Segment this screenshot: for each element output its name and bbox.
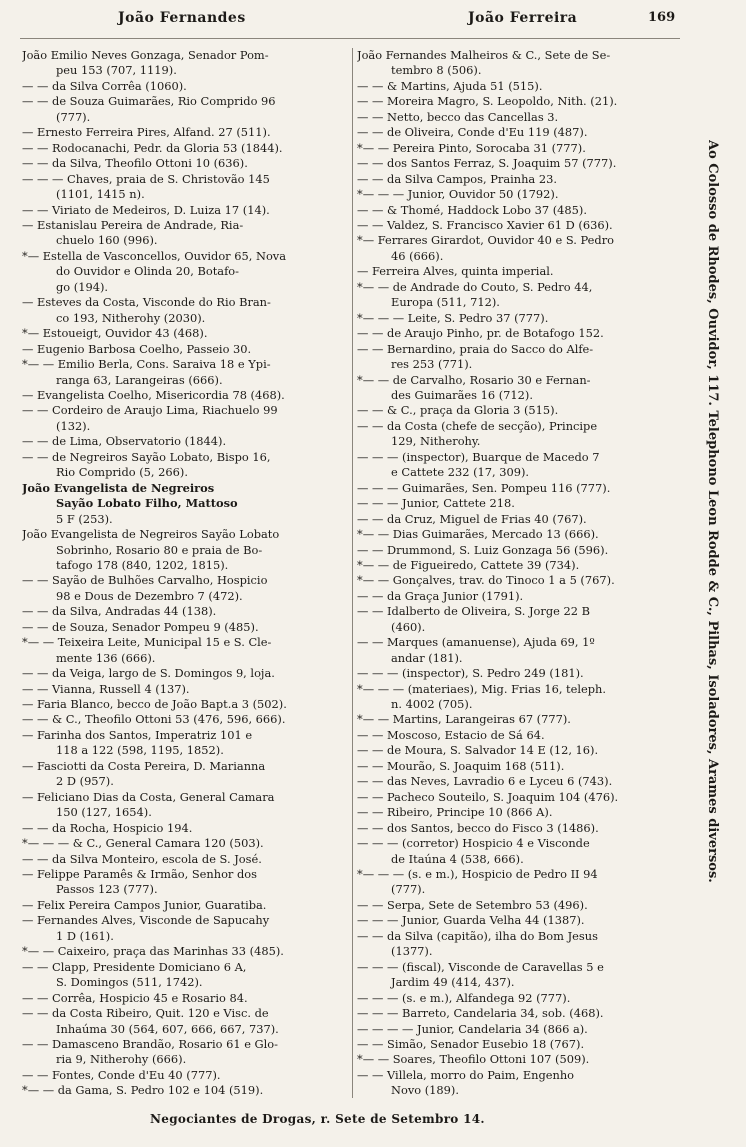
header-right-title: João Ferreira: [468, 10, 578, 26]
directory-entry: João Emilio Neves Gonzaga, Senador Pom-: [22, 48, 269, 62]
directory-entry: — — Idalberto de Oliveira, S. Jorge 22 B: [357, 604, 591, 619]
directory-entry: 150 (127, 1654).: [56, 805, 152, 820]
directory-entry: e Cattete 232 (17, 309).: [391, 465, 530, 480]
directory-entry: ria 9, Nitherohy (666).: [56, 1052, 187, 1067]
directory-entry: — — Netto, becco das Cancellas 3.: [357, 109, 559, 124]
directory-entry: — Ernesto Ferreira Pires, Alfand. 27 (511).: [22, 125, 271, 140]
directory-entry: — — da Costa Ribeiro, Quit. 120 e Visc. de: [22, 1006, 269, 1021]
directory-entry: — — & C., praça da Gloria 3 (515).: [357, 403, 559, 418]
directory-entry: — Feliciano Dias da Costa, General Camara: [22, 789, 275, 804]
directory-entry: — Felippe Paramês & Irmão, Senhor dos: [22, 867, 257, 882]
header-rule: [20, 38, 680, 39]
directory-entry: — — Sayão de Bulhões Carvalho, Hospicio: [22, 573, 268, 588]
directory-entry: — — Rodocanachi, Pedr. da Gloria 53 (1844).: [22, 140, 283, 155]
directory-entry: *— — Gonçalves, trav. do Tinoco 1 a 5 (767).: [357, 573, 615, 588]
directory-entry: — Felix Pereira Campos Junior, Guaratiba.: [22, 897, 267, 912]
directory-entry: de Itaúna 4 (538, 666).: [391, 851, 524, 866]
directory-entry: — — de Oliveira, Conde d'Eu 119 (487).: [357, 125, 588, 140]
right-column: [357, 48, 675, 1099]
directory-entry: *— — Emilio Berla, Cons. Saraiva 18 e Ypi-: [22, 357, 271, 372]
directory-entry: — — — Barreto, Candelaria 34, sob. (468).: [357, 1006, 604, 1021]
directory-entry: — — da Silva Campos, Prainha 23.: [357, 171, 557, 186]
directory-entry: *— — de Andrade do Couto, S. Pedro 44,: [357, 279, 593, 294]
directory-entry: — Esteves da Costa, Visconde do Rio Bran-: [22, 295, 271, 310]
directory-entry: — Estanislau Pereira de Andrade, Ria-: [22, 217, 244, 232]
directory-entry: — — de Moura, S. Salvador 14 E (12, 16).: [357, 743, 599, 758]
directory-entry: Sobrinho, Rosario 80 e praia de Bo-: [56, 542, 263, 557]
directory-entry: — — Viriato de Medeiros, D. Luiza 17 (14).: [22, 202, 270, 217]
directory-entry: — — dos Santos, becco do Fisco 3 (1486).: [357, 820, 599, 835]
directory-entry: — — da Rocha, Hospicio 194.: [22, 820, 193, 835]
directory-entry: — — — (s. e m.), Alfandega 92 (777).: [357, 990, 571, 1005]
directory-entry: — — Marques (amanuense), Ajuda 69, 1º: [357, 635, 595, 650]
directory-entry: 2 D (957).: [56, 774, 114, 789]
directory-entry: — — Fontes, Conde d'Eu 40 (777).: [22, 1067, 221, 1082]
directory-entry: — — Villela, morro do Paim, Engenho: [357, 1067, 575, 1082]
directory-entry: — — & Thomé, Haddock Lobo 37 (485).: [357, 202, 587, 217]
directory-entry: *— — — & C., General Camara 120 (503).: [22, 836, 264, 851]
directory-entry: João Fernandes Malheiros & C., Sete de Se-: [357, 48, 611, 62]
header-left-title: João Fernandes: [118, 10, 246, 26]
directory-entry: — — — Chaves, praia de S. Christovão 145: [22, 171, 270, 186]
directory-entry: — Ferreira Alves, quinta imperial.: [357, 264, 554, 279]
directory-entry: — — — (inspector), S. Pedro 249 (181).: [357, 666, 584, 681]
left-column: [22, 48, 354, 1099]
directory-entry: 98 e Dous de Dezembro 7 (472).: [56, 588, 243, 603]
directory-entry: — — — (corretor) Hospicio 4 e Visconde: [357, 836, 590, 851]
directory-entry: João Evangelista de Negreiros: [22, 480, 215, 495]
directory-entry: (1377).: [391, 944, 433, 959]
directory-entry: (460).: [391, 619, 426, 634]
directory-entry: — — Moscoso, Estacio de Sá 64.: [357, 727, 545, 742]
directory-entry: — — dos Santos Ferraz, S. Joaquim 57 (777).: [357, 156, 617, 171]
directory-entry: — — das Neves, Lavradio 6 e Lyceu 6 (743).: [357, 774, 613, 789]
directory-entry: Sayão Lobato Filho, Mattoso: [56, 496, 238, 511]
directory-entry: — — Pacheco Souteilo, S. Joaquim 104 (476).: [357, 789, 619, 804]
column-divider: [352, 48, 353, 1098]
directory-entry: *— — — (materiaes), Mig. Frias 16, teleph.: [357, 681, 607, 696]
directory-entry: — Farinha dos Santos, Imperatriz 101 e: [22, 727, 253, 742]
directory-entry: — — Valdez, S. Francisco Xavier 61 D (636).: [357, 217, 613, 232]
directory-entry: Novo (189).: [391, 1083, 459, 1098]
directory-entry: — Eugenio Barbosa Coelho, Passeio 30.: [22, 341, 252, 356]
directory-entry: Passos 123 (777).: [56, 882, 158, 897]
directory-entry: Europa (511, 712).: [391, 295, 500, 310]
directory-entry: — Fasciotti da Costa Pereira, D. Marianna: [22, 758, 266, 773]
directory-entry: — — da Graça Junior (1791).: [357, 588, 524, 603]
directory-entry: *— — Teixeira Leite, Municipal 15 e S. Cle-: [22, 635, 272, 650]
directory-entry: *— — Martins, Larangeiras 67 (777).: [357, 712, 571, 727]
footer-line: Negociantes de Drogas, r. Sete de Setembro 14.: [150, 1112, 485, 1126]
directory-entry: Jardim 49 (414, 437).: [391, 975, 515, 990]
directory-entry: *— Ferrares Girardot, Ouvidor 40 e S. Pedro: [357, 233, 615, 248]
directory-entry: mente 136 (666).: [56, 650, 156, 665]
directory-entry: — — da Silva, Andradas 44 (138).: [22, 604, 217, 619]
directory-entry: 1 D (161).: [56, 928, 114, 943]
directory-entry: — — Ribeiro, Principe 10 (866 A).: [357, 805, 553, 820]
directory-entry: — — Serpa, Sete de Setembro 53 (496).: [357, 897, 588, 912]
directory-entry: *— — da Gama, S. Pedro 102 e 104 (519).: [22, 1083, 264, 1098]
directory-entry: 5 F (253).: [56, 511, 113, 526]
side-advertisement: Ao Colosso de Rhodes, Ouvidor, 117. Telephono Leon Rodde & C., Pilhas, Isoladores, Arames diversos.: [705, 140, 720, 883]
directory-entry: *— — Soares, Theofilo Ottoni 107 (509).: [357, 1052, 590, 1067]
directory-entry: — — de Negreiros Sayão Lobato, Bispo 16,: [22, 449, 271, 464]
directory-entry: — — de Souza, Senador Pompeu 9 (485).: [22, 619, 259, 634]
directory-entry: *— — — Junior, Ouvidor 50 (1792).: [357, 187, 559, 202]
directory-entry: — — Damasceno Brandão, Rosario 61 e Glo-: [22, 1037, 279, 1051]
directory-entry: peu 153 (707, 1119).: [56, 63, 177, 78]
directory-entry: ranga 63, Larangeiras (666).: [56, 372, 223, 387]
directory-entry: — — de Souza Guimarães, Rio Comprido 96: [22, 94, 276, 109]
directory-entry: *— — de Carvalho, Rosario 30 e Fernan-: [357, 372, 591, 387]
directory-entry: do Ouvidor e Olinda 20, Botafo-: [56, 264, 240, 279]
directory-entry: tafogo 178 (840, 1202, 1815).: [56, 557, 229, 572]
directory-entry: *— Estella de Vasconcellos, Ouvidor 65, Nova: [22, 248, 287, 263]
directory-entry: — — de Lima, Observatorio (1844).: [22, 434, 227, 449]
directory-entry: Inhaúma 30 (564, 607, 666, 667, 737).: [56, 1021, 279, 1036]
directory-entry: 46 (666).: [391, 248, 444, 263]
directory-entry: — — Clapp, Presidente Domiciano 6 A,: [22, 959, 247, 974]
directory-entry: — — Simão, Senador Eusebio 18 (767).: [357, 1037, 585, 1051]
directory-entry: S. Domingos (511, 1742).: [56, 975, 203, 990]
directory-entry: *— Estoueigt, Ouvidor 43 (468).: [22, 326, 208, 341]
directory-entry: — — de Araujo Pinho, pr. de Botafogo 152.: [357, 326, 604, 341]
directory-entry: — Fernandes Alves, Visconde de Sapucahy: [22, 913, 270, 928]
directory-entry: — Faria Blanco, becco de João Bapt.a 3 (502).: [22, 697, 287, 712]
directory-entry: — — — (fiscal), Visconde de Caravellas 5 e: [357, 959, 604, 974]
directory-entry: — — da Silva Corrêa (1060).: [22, 78, 187, 93]
directory-entry: *— — Dias Guimarães, Mercado 13 (666).: [357, 527, 599, 542]
directory-entry: 129, Nitherohy.: [391, 434, 481, 449]
directory-entry: — — Drummond, S. Luiz Gonzaga 56 (596).: [357, 542, 609, 557]
directory-entry: Rio Comprido (5, 266).: [56, 465, 188, 480]
directory-entry: res 253 (771).: [391, 357, 473, 372]
directory-entry: — — — Guimarães, Sen. Pompeu 116 (777).: [357, 480, 611, 495]
directory-entry: (132).: [56, 418, 91, 433]
directory-entry: — — Corrêa, Hospicio 45 e Rosario 84.: [22, 990, 248, 1005]
directory-entry: — — — — Junior, Candelaria 34 (866 a).: [357, 1021, 588, 1036]
directory-entry: *— — — (s. e m.), Hospicio de Pedro II 94: [357, 867, 598, 882]
directory-entry: — — Bernardino, praia do Sacco do Alfe-: [357, 341, 594, 356]
directory-entry: — — & Martins, Ajuda 51 (515).: [357, 78, 543, 93]
directory-entry: — — Cordeiro de Araujo Lima, Riachuelo 99: [22, 403, 278, 418]
directory-entry: — — da Veiga, largo de S. Domingos 9, loja.: [22, 666, 275, 681]
directory-entry: — — da Silva, Theofilo Ottoni 10 (636).: [22, 156, 248, 171]
directory-entry: — — & C., Theofilo Ottoni 53 (476, 596, 666).: [22, 712, 286, 727]
directory-entry: — — — Junior, Cattete 218.: [357, 496, 515, 511]
directory-entry: — — — Junior, Guarda Velha 44 (1387).: [357, 913, 585, 928]
directory-entry: *— — de Figueiredo, Cattete 39 (734).: [357, 557, 580, 572]
directory-entry: — — da Cruz, Miguel de Frias 40 (767).: [357, 511, 587, 526]
directory-entry: go (194).: [56, 279, 109, 294]
directory-entry: — — Moreira Magro, S. Leopoldo, Nith. (21).: [357, 94, 618, 109]
directory-entry: — — Mourão, S. Joaquim 168 (511).: [357, 758, 565, 773]
directory-entry: co 193, Nitherohy (2030).: [56, 310, 206, 325]
directory-entry: — — — (inspector), Buarque de Macedo 7: [357, 449, 600, 464]
directory-entry: (1101, 1415 n).: [56, 187, 145, 202]
directory-entry: *— — Caixeiro, praça das Marinhas 33 (485).: [22, 944, 284, 959]
directory-entry: *— — — Leite, S. Pedro 37 (777).: [357, 310, 549, 325]
directory-entry: — — da Silva Monteiro, escola de S. José.: [22, 851, 262, 866]
directory-entry: chuelo 160 (996).: [56, 233, 158, 248]
directory-entry: andar (181).: [391, 650, 463, 665]
page-number: 169: [648, 10, 676, 25]
directory-entry: (777).: [391, 882, 426, 897]
directory-entry: (777).: [56, 109, 91, 124]
directory-entry: — Evangelista Coelho, Misericordia 78 (468).: [22, 387, 285, 402]
directory-entry: tembro 8 (506).: [391, 63, 482, 78]
directory-entry: — — Vianna, Russell 4 (137).: [22, 681, 190, 696]
directory-entry: — — da Costa (chefe de secção), Principe: [357, 418, 598, 433]
directory-entry: — — da Silva (capitão), ilha do Bom Jesus: [357, 928, 598, 943]
directory-entry: des Guimarães 16 (712).: [391, 387, 533, 402]
directory-entry: 118 a 122 (598, 1195, 1852).: [56, 743, 224, 758]
directory-entry: n. 4002 (705).: [391, 697, 473, 712]
directory-entry: João Evangelista de Negreiros Sayão Lobato: [22, 527, 280, 542]
directory-entry: *— — Pereira Pinto, Sorocaba 31 (777).: [357, 140, 586, 155]
